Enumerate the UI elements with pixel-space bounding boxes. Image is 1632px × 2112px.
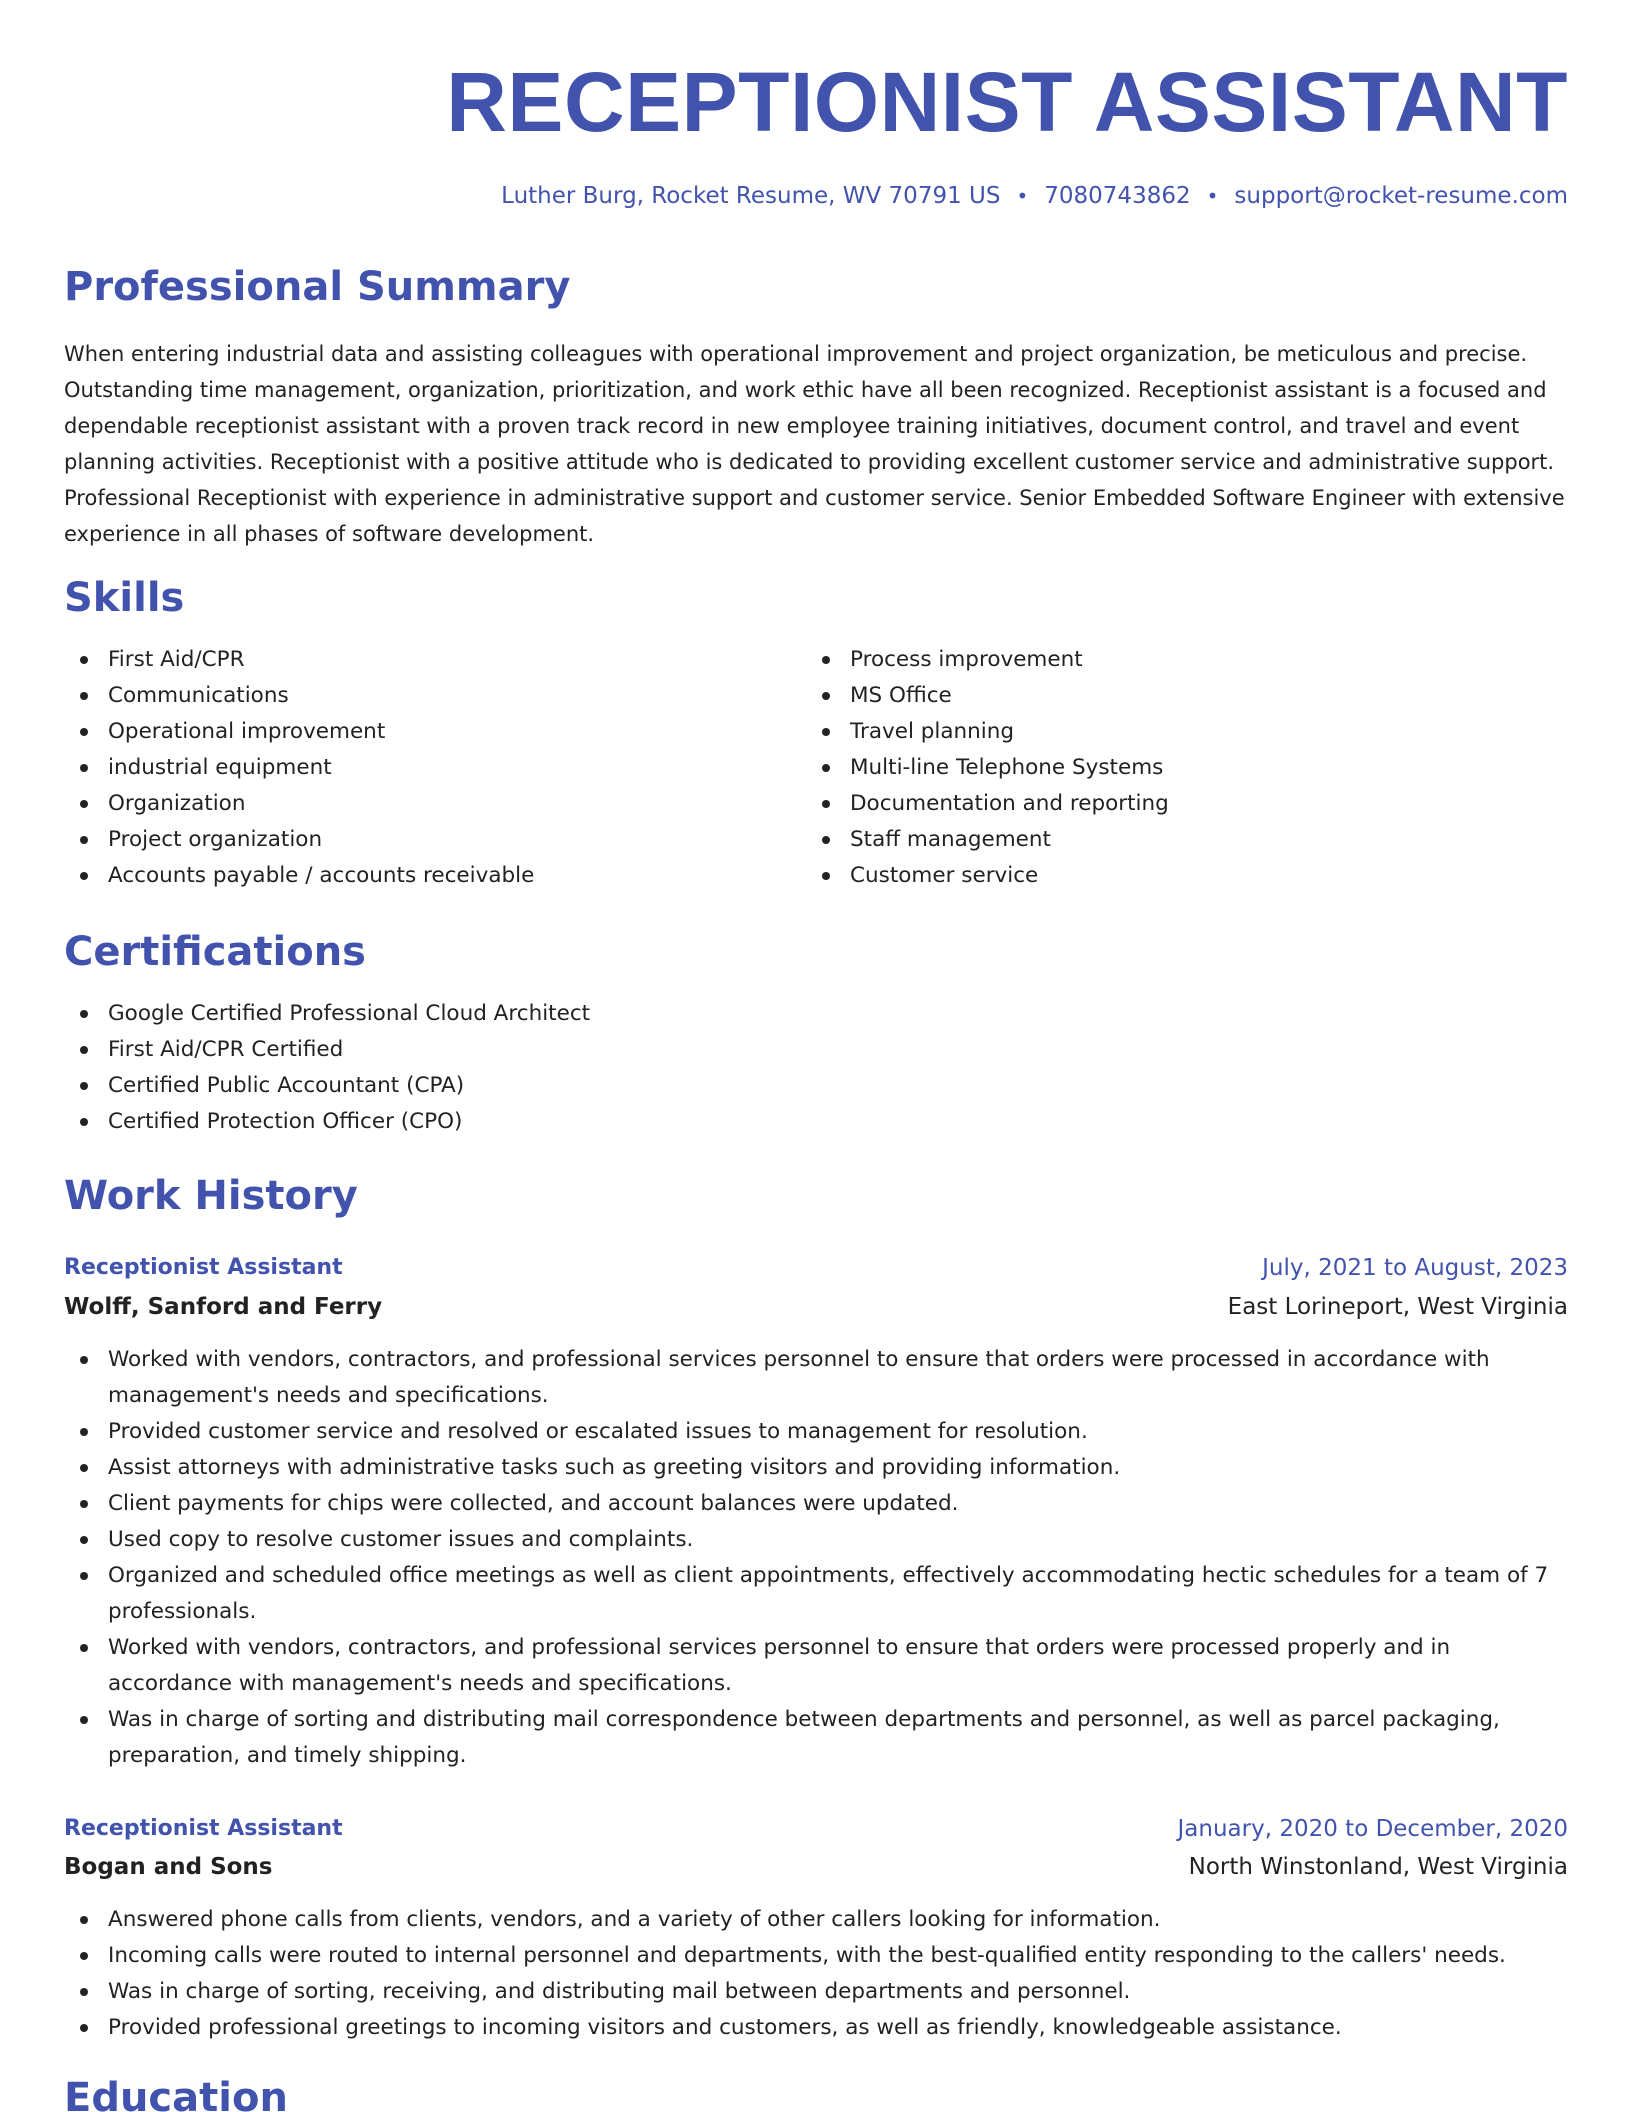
skills-heading: Skills — [64, 575, 185, 621]
list-item: Worked with vendors, contractors, and professional services personnel to ensure that orders were processed in accordance with management's needs and specifications. — [64, 1342, 1568, 1414]
list-item: Incoming calls were routed to internal personnel and departments, with the best-qualified entity responding to the callers' needs. — [64, 1938, 1568, 1974]
certifications-heading: Certifications — [64, 929, 366, 975]
job-dates: January, 2020 to December, 2020 — [1177, 1816, 1568, 1842]
certifications-list — [64, 996, 1568, 1140]
list-item: Client payments for chips were collected, and account balances were updated. — [64, 1486, 1568, 1522]
list-item: Provided professional greetings to incoming visitors and customers, as well as friendly, knowledgeable assistance. — [64, 2010, 1568, 2046]
list-item: Worked with vendors, contractors, and professional services personnel to ensure that orders were processed properly and in accordance with management's needs and specifications. — [64, 1630, 1568, 1702]
list-item: Multi-line Telephone Systems — [806, 750, 1568, 786]
list-item: First Aid/CPR Certified — [64, 1032, 1568, 1068]
contact-separator: • — [1016, 184, 1029, 208]
list-item: Operational improvement — [64, 714, 764, 750]
list-item: Certified Protection Officer (CPO) — [64, 1104, 1568, 1140]
resume-page — [64, 0, 1568, 2112]
job-title: Receptionist Assistant — [64, 1816, 343, 1841]
job-company: Bogan and Sons — [64, 1854, 273, 1880]
contact-phone: 7080743862 — [1044, 183, 1191, 209]
list-item: Answered phone calls from clients, vendors, and a variety of other callers looking for information. — [64, 1902, 1568, 1938]
list-item: Google Certified Professional Cloud Architect — [64, 996, 1568, 1032]
list-item: Provided customer service and resolved or escalated issues to management for resolution. — [64, 1414, 1568, 1450]
job-dates: July, 2021 to August, 2023 — [1262, 1255, 1568, 1281]
list-item: Organized and scheduled office meetings as well as client appointments, effectively accommodating hectic schedules for a team of 7 professionals. — [64, 1558, 1568, 1630]
summary-heading: Professional Summary — [64, 264, 571, 310]
contact-line — [501, 180, 1568, 212]
list-item: Documentation and reporting — [806, 786, 1568, 822]
list-item: Organization — [64, 786, 764, 822]
job-location: North Winstonland, West Virginia — [1188, 1854, 1568, 1880]
list-item: First Aid/CPR — [64, 642, 764, 678]
list-item: Communications — [64, 678, 764, 714]
job-bullets — [64, 1342, 1568, 1774]
resume-name: RECEPTIONIST ASSISTANT — [446, 55, 1568, 149]
skills-list-right — [806, 642, 1568, 894]
list-item: Certified Public Accountant (CPA) — [64, 1068, 1568, 1104]
list-item: Used copy to resolve customer issues and complaints. — [64, 1522, 1568, 1558]
list-item: Was in charge of sorting, receiving, and distributing mail between departments and personnel. — [64, 1974, 1568, 2010]
summary-text: When entering industrial data and assisting colleagues with operational improvement and project organization, be meticulous and precise. Outstanding time management, organization, prioritization, and work ethic have all been recognized. Receptionist assistant is a focused and dependable receptionist assistant with a proven track record in new employee training initiatives, document control, and travel and event planning activities. Receptionist with a positive attitude who is dedicated to providing excellent customer service and administrative support. Professional Receptionist with experience in administrative support and customer service. Senior Embedded Software Engineer with extensive experience in all phases of software development. — [64, 342, 1565, 546]
list-item: Was in charge of sorting and distributing mail correspondence between departments and personnel, as well as parcel packaging, preparation, and timely shipping. — [64, 1702, 1568, 1774]
list-item: Customer service — [806, 858, 1568, 894]
skills-list-left — [64, 642, 764, 894]
job-company: Wolff, Sanford and Ferry — [64, 1294, 383, 1320]
contact-address: Luther Burg, Rocket Resume, WV 70791 US — [501, 183, 1001, 209]
job-bullets — [64, 1902, 1568, 2046]
contact-separator: • — [1206, 184, 1219, 208]
job-location: East Lorineport, West Virginia — [1227, 1294, 1568, 1320]
work-history-heading: Work History — [64, 1173, 358, 1219]
list-item: MS Office — [806, 678, 1568, 714]
list-item: Process improvement — [806, 642, 1568, 678]
contact-email[interactable]: support@rocket-resume.com — [1234, 183, 1568, 209]
list-item: industrial equipment — [64, 750, 764, 786]
list-item: Assist attorneys with administrative tasks such as greeting visitors and providing information. — [64, 1450, 1568, 1486]
job-title: Receptionist Assistant — [64, 1255, 343, 1280]
list-item: Staff management — [806, 822, 1568, 858]
list-item: Accounts payable / accounts receivable — [64, 858, 764, 894]
education-heading: Education — [64, 2075, 288, 2112]
list-item: Travel planning — [806, 714, 1568, 750]
list-item: Project organization — [64, 822, 764, 858]
